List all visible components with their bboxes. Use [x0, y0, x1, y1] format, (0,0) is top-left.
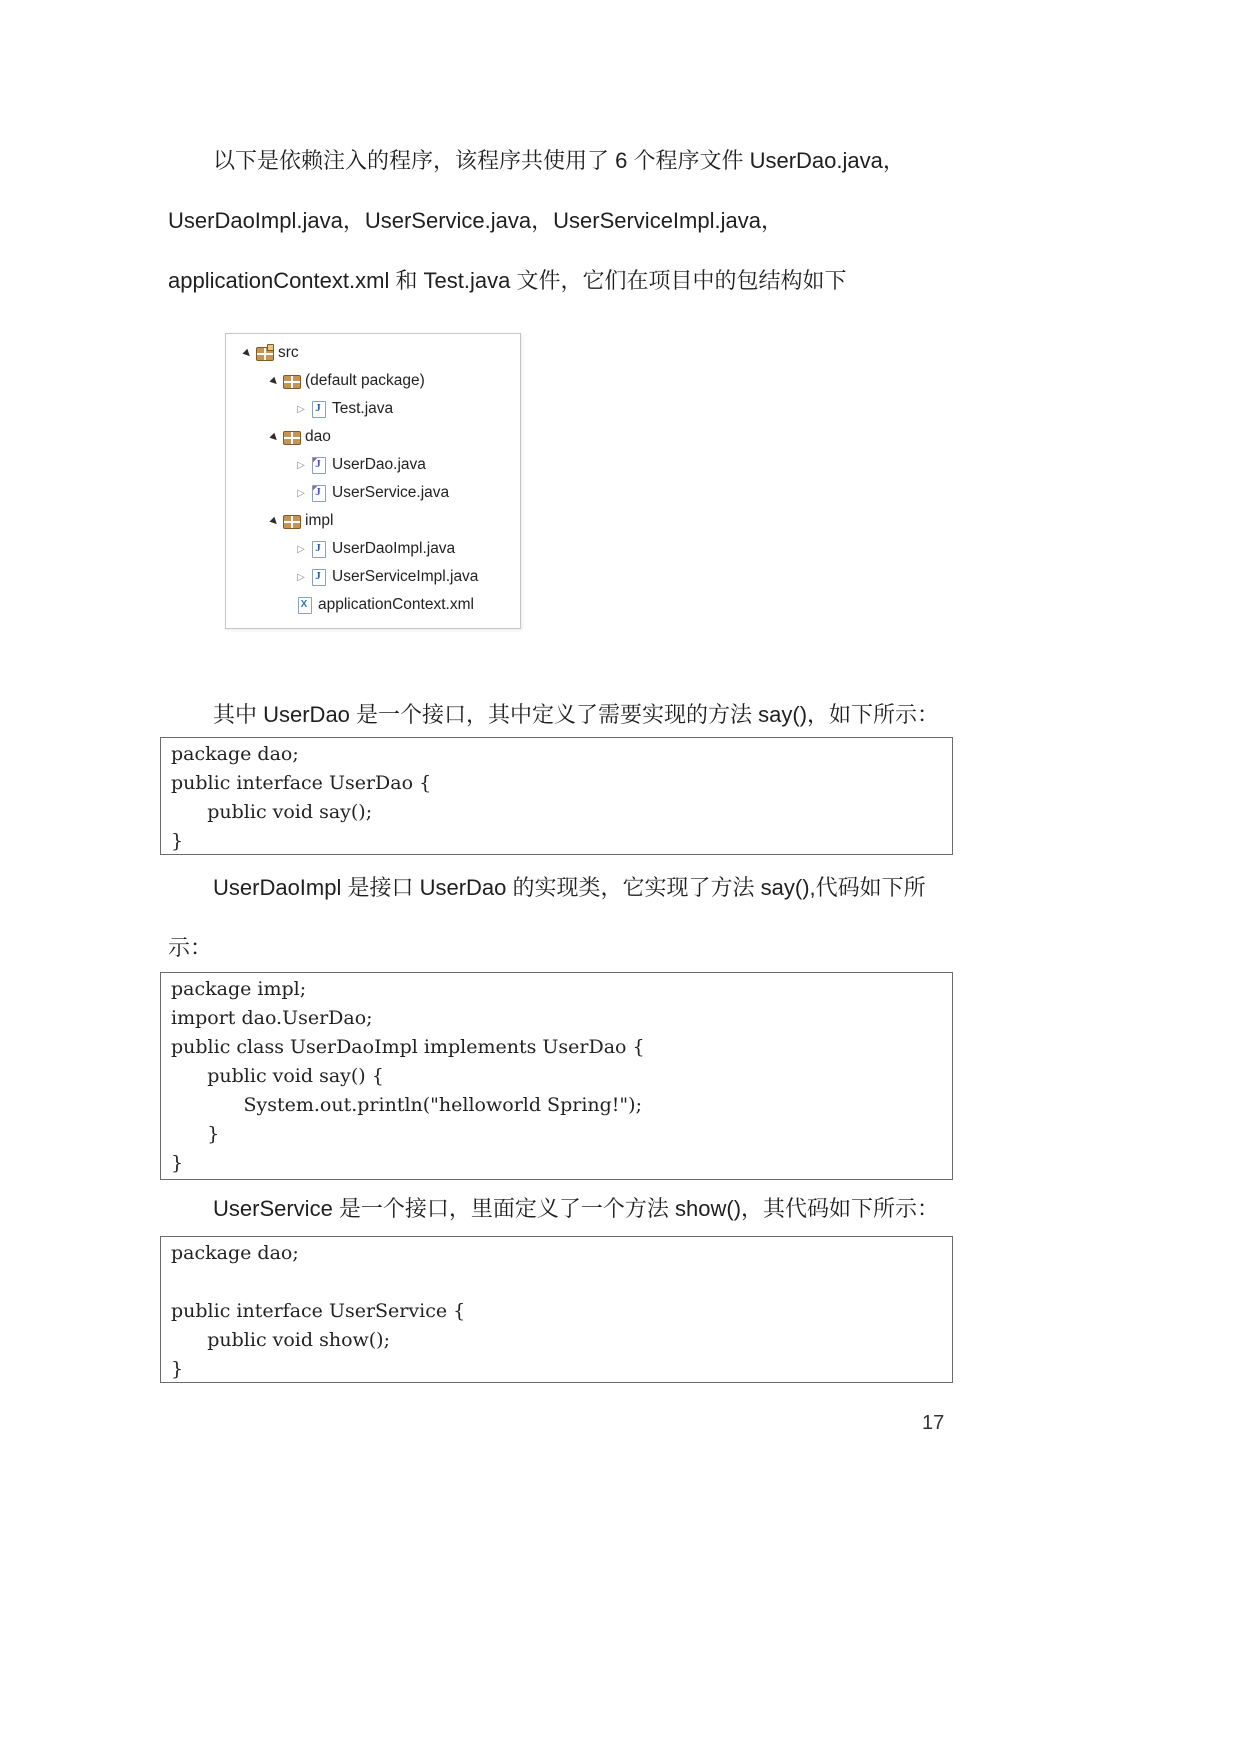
userdao-caption [168, 685, 968, 745]
code-line: package impl; [171, 978, 307, 1000]
code-line [171, 1268, 942, 1297]
expanded-arrow-icon [267, 516, 281, 527]
expanded-arrow-icon [240, 348, 254, 359]
package-icon [283, 429, 300, 445]
package-icon [283, 373, 300, 389]
code-line: package dao; [171, 1242, 299, 1264]
collapsed-arrow-icon [294, 460, 308, 471]
intro-text-line: applicationContext.xml 和 Test.java 文件，它们在项目中的包结构如下 [168, 268, 847, 293]
tree-item-label: UserService.java [332, 484, 450, 501]
userdaoimpl-code-block [160, 972, 953, 1180]
source-folder-icon [256, 345, 273, 361]
code-line: public interface UserDao { [171, 772, 432, 794]
intro-text-line: UserDaoImpl.java，UserService.java，UserServiceImpl.java， [168, 208, 783, 233]
intro-paragraph [168, 131, 968, 311]
tree-item-src [226, 339, 520, 367]
caption-text-line: UserDaoImpl 是接口 UserDao 的实现类，它实现了方法 say(),代码如下所 [213, 875, 926, 900]
code-line: public void say() { [171, 1065, 384, 1087]
java-interface-file-icon [310, 485, 327, 501]
tree-item-userserviceimpl-java [226, 563, 520, 591]
caption-text-line: UserService 是一个接口，里面定义了一个方法 show()，其代码如下所示： [213, 1196, 940, 1221]
userservice-caption [168, 1179, 968, 1239]
expanded-arrow-icon [267, 376, 281, 387]
tree-item-label: UserDao.java [332, 456, 426, 473]
code-line: public class UserDaoImpl implements UserDao { [171, 1036, 645, 1058]
tree-item-label: Test.java [332, 400, 394, 417]
tree-item-userservice-java [226, 479, 520, 507]
collapsed-arrow-icon [294, 488, 308, 499]
xml-file-icon [296, 597, 313, 613]
code-line: package dao; [171, 743, 299, 765]
userdaoimpl-caption [168, 858, 968, 978]
code-line: } [171, 1152, 184, 1174]
intro-text-line: 以下是依赖注入的程序，该程序共使用了 6 个程序文件 UserDao.java， [213, 148, 905, 173]
collapsed-arrow-icon [294, 544, 308, 555]
expanded-arrow-icon [267, 432, 281, 443]
userdao-code-block [160, 737, 953, 855]
code-line: import dao.UserDao; [171, 1007, 373, 1029]
java-class-file-icon [310, 401, 327, 417]
tree-item-impl [226, 507, 520, 535]
tree-item-label: applicationContext.xml [318, 596, 474, 613]
java-class-file-icon [310, 569, 327, 585]
userservice-code-block [160, 1236, 953, 1383]
code-line: public void show(); [171, 1329, 391, 1351]
page-number: 17 [922, 1412, 945, 1434]
tree-item-label: dao [305, 428, 331, 445]
tree-item-test-java [226, 395, 520, 423]
package-icon [283, 513, 300, 529]
caption-text-line: 示： [168, 935, 213, 960]
code-line: System.out.println("helloworld Spring!"); [171, 1094, 642, 1116]
collapsed-arrow-icon [294, 572, 308, 583]
tree-item-userdao-java [226, 451, 520, 479]
java-interface-file-icon [310, 457, 327, 473]
collapsed-arrow-icon [294, 404, 308, 415]
code-line: } [171, 1123, 220, 1145]
tree-item-dao [226, 423, 520, 451]
tree-item-default-package [226, 367, 520, 395]
tree-item-userdaoimpl-java [226, 535, 520, 563]
package-explorer-tree [226, 339, 520, 619]
tree-item-applicationcontext-xml [226, 591, 520, 619]
package-explorer-screenshot [225, 333, 521, 629]
tree-item-label: src [278, 344, 299, 361]
tree-item-label: UserDaoImpl.java [332, 540, 456, 557]
tree-item-label: UserServiceImpl.java [332, 568, 479, 585]
code-line: } [171, 830, 184, 852]
tree-item-label: (default package) [305, 372, 425, 389]
code-line: public interface UserService { [171, 1300, 466, 1322]
tree-item-label: impl [305, 512, 334, 529]
code-line: } [171, 1358, 184, 1380]
java-class-file-icon [310, 541, 327, 557]
caption-text-line: 其中 UserDao 是一个接口，其中定义了需要实现的方法 say()，如下所示： [213, 702, 940, 727]
code-line: public void say(); [171, 801, 373, 823]
